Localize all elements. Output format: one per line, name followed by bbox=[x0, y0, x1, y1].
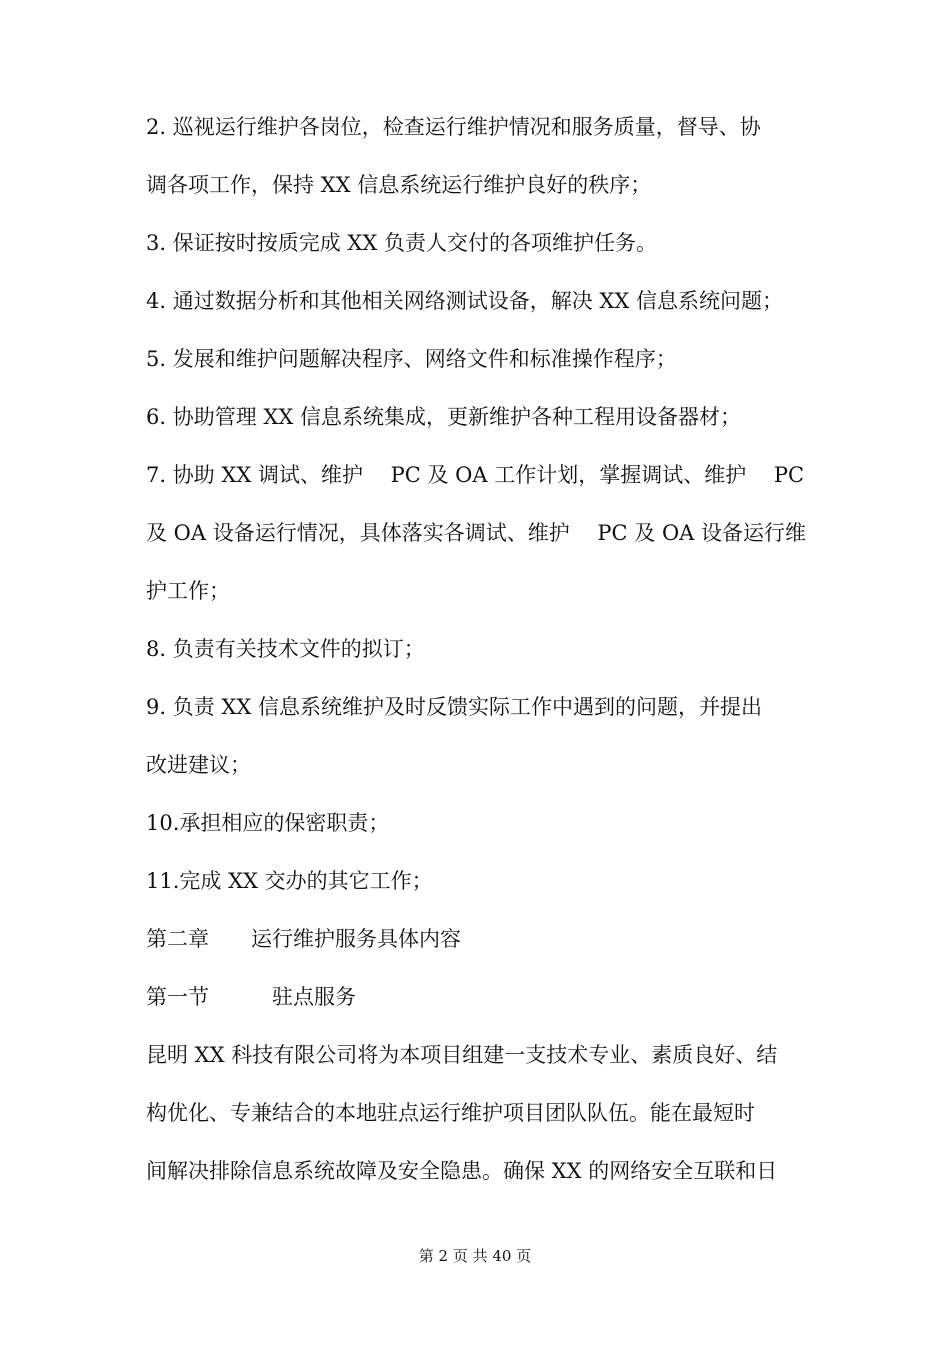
text-line: 改进建议； bbox=[146, 753, 251, 777]
text-line: 8. 负责有关技术文件的拟订； bbox=[146, 637, 425, 661]
text-line: 及 OA 设备运行情况，具体落实各调试、维护 PC 及 OA 设备运行维 bbox=[146, 521, 807, 545]
text-line: 11.完成 XX 交办的其它工作； bbox=[146, 869, 433, 893]
text-line: 4. 通过数据分析和其他相关网络测试设备，解决 XX 信息系统问题； bbox=[146, 289, 783, 313]
page-footer: 第 2 页 共 40 页 bbox=[418, 1247, 532, 1265]
text-line: 6. 协助管理 XX 信息系统集成，更新维护各种工程用设备器材； bbox=[146, 405, 741, 429]
text-line: 构优化、专兼结合的本地驻点运行维护项目团队队伍。能在最短时 bbox=[146, 1101, 755, 1125]
text-line: 调各项工作，保持 XX 信息系统运行维护良好的秩序； bbox=[146, 173, 652, 197]
text-line: 9. 负责 XX 信息系统维护及时反馈实际工作中遇到的问题，并提出 bbox=[146, 695, 762, 719]
text-line: 昆明 XX 科技有限公司将为本项目组建一支技术专业、素质良好、结 bbox=[146, 1043, 778, 1067]
chapter-heading: 第二章 运行维护服务具体内容 bbox=[146, 927, 461, 951]
text-line: 护工作； bbox=[146, 579, 230, 603]
text-line: 7. 协助 XX 调试、维护 PC 及 OA 工作计划，掌握调试、维护 PC bbox=[146, 463, 805, 487]
text-line: 2. 巡视运行维护各岗位，检查运行维护情况和服务质量，督导、协 bbox=[146, 115, 761, 139]
text-line: 间解决排除信息系统故障及安全隐患。确保 XX 的网络安全互联和日 bbox=[146, 1159, 778, 1183]
text-line: 5. 发展和维护问题解决程序、网络文件和标准操作程序； bbox=[146, 347, 677, 371]
text-line: 10.承担相应的保密职责； bbox=[146, 811, 390, 835]
section-heading: 第一节 驻点服务 bbox=[146, 985, 356, 1009]
text-line: 3. 保证按时按质完成 XX 负责人交付的各项维护任务。 bbox=[146, 231, 657, 255]
